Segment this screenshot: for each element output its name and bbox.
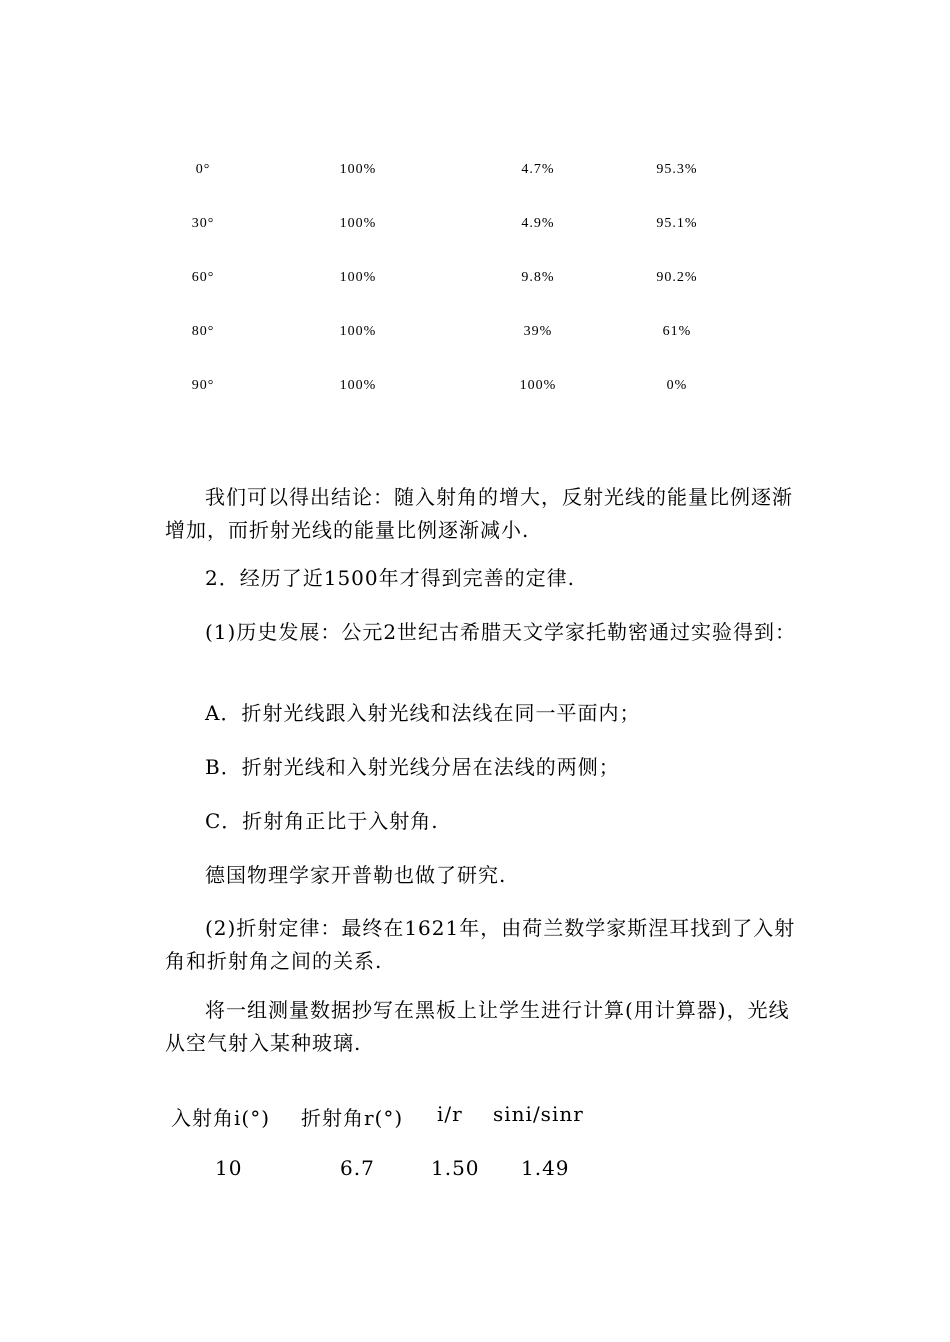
- table-cell: 90°: [191, 378, 215, 393]
- kepler-paragraph: 德国物理学家开普勒也做了研究.: [205, 863, 507, 887]
- table-cell: 100%: [339, 162, 377, 177]
- column-header: sini/sinr: [493, 1102, 584, 1126]
- table-cell: 1.49: [521, 1156, 570, 1180]
- table-cell: 61%: [662, 324, 692, 339]
- table-cell: 10: [215, 1156, 243, 1180]
- table-cell: 39%: [523, 324, 553, 339]
- table-cell: 100%: [339, 324, 377, 339]
- table-cell: 0%: [666, 378, 688, 393]
- column-header: 入射角i(°): [171, 1106, 271, 1130]
- table-cell: 1.50: [431, 1156, 480, 1180]
- table-cell: 100%: [519, 378, 557, 393]
- table-cell: 100%: [339, 216, 377, 231]
- column-header: 折射角r(°): [301, 1106, 404, 1130]
- table-row: [165, 1154, 805, 1208]
- table-cell: 6.7: [340, 1156, 375, 1180]
- table-cell: 4.7%: [521, 162, 555, 177]
- table-header-row: [165, 1100, 805, 1154]
- energy-ratio-table: [140, 150, 780, 420]
- table-cell: 0°: [195, 162, 211, 177]
- item-c: C．折射角正比于入射角.: [205, 809, 439, 833]
- table-cell: 4.9%: [521, 216, 555, 231]
- item-b: B．折射光线和入射光线分居在法线的两侧；: [205, 755, 620, 779]
- section-2-heading: 2．经历了近1500年才得到完善的定律.: [205, 566, 575, 590]
- table-cell: 80°: [191, 324, 215, 339]
- table-row: [140, 366, 780, 420]
- table-cell: 9.8%: [521, 270, 555, 285]
- column-header: i/r: [437, 1102, 463, 1126]
- measurement-table: [165, 1100, 805, 1208]
- table-cell: 60°: [191, 270, 215, 285]
- table-cell: 90.2%: [656, 270, 698, 285]
- refraction-law-paragraph: (2)折射定律：最终在1621年，由荷兰数学家斯涅耳找到了入射角和折射角之间的关系.: [165, 916, 796, 973]
- table-row: [140, 312, 780, 366]
- item-a: A．折射光线跟入射光线和法线在同一平面内；: [205, 701, 641, 725]
- table-cell: 95.3%: [656, 162, 698, 177]
- history-paragraph: (1)历史发展：公元2世纪古希腊天文学家托勒密通过实验得到：: [205, 620, 797, 644]
- conclusion-paragraph: 我们可以得出结论：随入射角的增大，反射光线的能量比例逐渐增加，而折射光线的能量比例逐渐减小.: [165, 485, 793, 542]
- blackboard-paragraph: 将一组测量数据抄写在黑板上让学生进行计算(用计算器)，光线从空气射入某种玻璃.: [165, 998, 790, 1055]
- table-cell: 100%: [339, 270, 377, 285]
- table-cell: 30°: [191, 216, 215, 231]
- table-cell: 95.1%: [656, 216, 698, 231]
- table-row: [140, 150, 780, 204]
- table-row: [140, 258, 780, 312]
- table-row: [140, 204, 780, 258]
- table-cell: 100%: [339, 378, 377, 393]
